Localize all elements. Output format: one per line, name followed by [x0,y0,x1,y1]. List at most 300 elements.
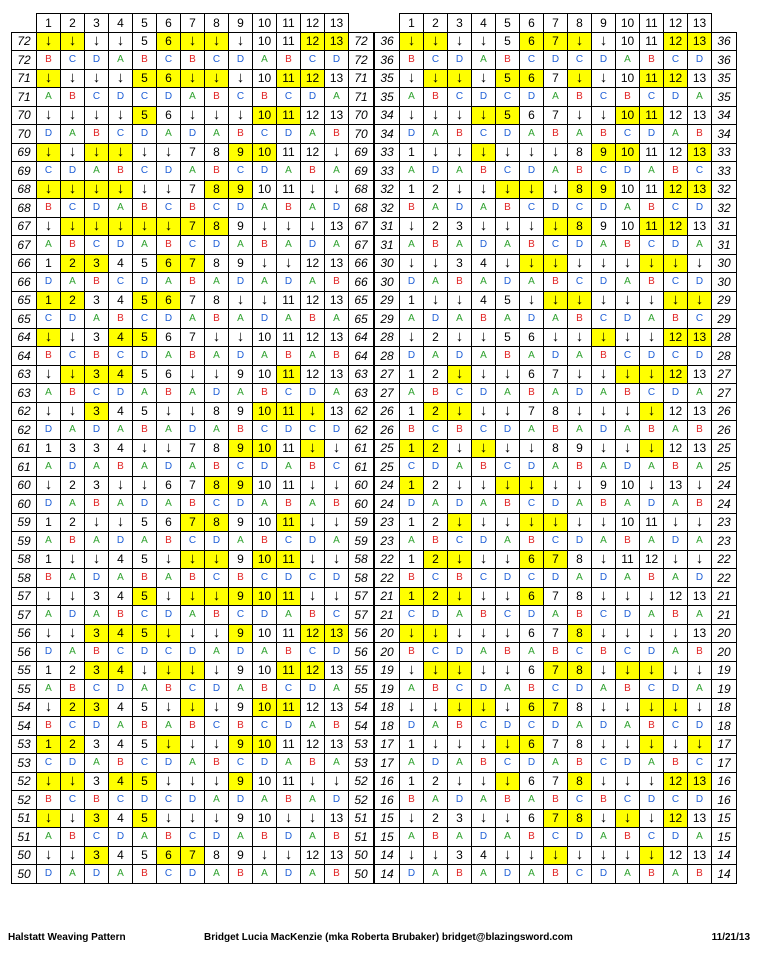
hole-letter-cell: D [400,865,424,884]
card-number-cell: 10 [253,402,277,421]
hole-letter-cell: D [664,680,688,699]
down-arrow-icon: ↓ [544,217,568,236]
card-number-cell: 6 [520,365,544,384]
hole-letter-cell: B [253,680,277,699]
card-number-cell: 10 [616,69,640,88]
down-arrow-icon: ↓ [448,698,472,717]
hole-letter-cell: C [544,532,568,551]
card-number-cell: 13 [325,846,349,865]
card-number-cell: 12 [664,32,688,51]
down-arrow-icon: ↓ [592,402,616,421]
down-arrow-icon: ↓ [400,106,424,125]
card-number-cell: 10 [616,143,640,162]
row-label-right: 72 [349,32,374,51]
column-header: 8 [205,14,229,33]
card-number-cell: 9 [592,476,616,495]
down-arrow-icon: ↓ [496,254,520,273]
row-label-left: 18 [375,717,400,736]
pattern-row [375,550,737,569]
hole-letter-cell: D [301,532,325,551]
hole-letter-cell: A [424,791,448,810]
pattern-row [375,791,737,810]
card-number-cell: 2 [61,513,85,532]
hole-letter-cell: B [424,236,448,255]
hole-letter-cell: C [85,236,109,255]
card-number-cell: 8 [205,254,229,273]
card-number-cell: 4 [109,402,133,421]
hole-letter-cell: C [61,717,85,736]
hole-letter-cell: B [496,199,520,218]
hole-letter-cell: A [664,495,688,514]
hole-letter-cell: D [61,458,85,477]
down-arrow-icon: ↓ [472,772,496,791]
row-label-right: 65 [349,291,374,310]
hole-letter-cell: A [301,717,325,736]
down-arrow-icon: ↓ [181,698,205,717]
down-arrow-icon: ↓ [616,772,640,791]
card-number-cell: 12 [664,328,688,347]
card-number-cell: 5 [133,624,157,643]
card-number-cell: 10 [616,217,640,236]
hole-letter-cell: A [253,495,277,514]
hole-letter-cell: C [400,458,424,477]
hole-letter-cell: B [181,569,205,588]
hole-letter-cell: C [109,791,133,810]
down-arrow-icon: ↓ [301,439,325,458]
down-arrow-icon: ↓ [496,180,520,199]
hole-letter-cell: B [277,347,301,366]
down-arrow-icon: ↓ [664,550,688,569]
hole-letter-cell: D [496,569,520,588]
row-label-right: 58 [349,550,374,569]
hole-letter-cell: B [568,606,592,625]
card-number-cell: 10 [253,365,277,384]
card-number-cell: 10 [616,476,640,495]
card-number-cell: 11 [277,143,301,162]
down-arrow-icon: ↓ [616,587,640,606]
hole-letter-cell: C [109,347,133,366]
card-number-cell: 11 [277,328,301,347]
down-arrow-icon: ↓ [157,180,181,199]
hole-letter-cell: A [544,88,568,107]
row-label-left: 59 [12,532,37,551]
pattern-row [375,569,737,588]
down-arrow-icon: ↓ [133,661,157,680]
hole-letter-cell: B [325,717,349,736]
hole-letter-cell: C [544,828,568,847]
row-label-left: 71 [12,69,37,88]
hole-letter-cell: C [424,421,448,440]
hole-letter-cell: C [424,643,448,662]
pattern-row [12,162,374,181]
hole-letter-cell: A [205,273,229,292]
hole-letter-cell: A [400,532,424,551]
down-arrow-icon: ↓ [640,402,664,421]
card-number-cell: 3 [448,846,472,865]
row-label-left: 62 [12,421,37,440]
card-number-cell: 3 [85,624,109,643]
hole-letter-cell: B [664,606,688,625]
row-label-right: 61 [349,439,374,458]
hole-letter-cell: A [85,310,109,329]
hole-letter-cell: A [688,384,712,403]
down-arrow-icon: ↓ [592,439,616,458]
card-number-cell: 4 [109,550,133,569]
pattern-row [375,328,737,347]
hole-letter-cell: D [133,125,157,144]
card-number-cell: 8 [568,143,592,162]
hole-letter-cell: D [109,532,133,551]
down-arrow-icon: ↓ [592,69,616,88]
card-number-cell: 9 [592,143,616,162]
hole-letter-cell: A [133,384,157,403]
hole-letter-cell: D [157,606,181,625]
card-number-cell: 10 [616,32,640,51]
column-header: 9 [229,14,253,33]
hole-letter-cell: B [592,125,616,144]
hole-letter-cell: B [109,458,133,477]
column-header: 1 [37,14,61,33]
card-number-cell: 11 [640,217,664,236]
hole-letter-cell: A [229,828,253,847]
down-arrow-icon: ↓ [253,846,277,865]
card-number-cell: 5 [133,846,157,865]
pattern-row [12,458,374,477]
down-arrow-icon: ↓ [181,624,205,643]
down-arrow-icon: ↓ [472,513,496,532]
down-arrow-icon: ↓ [616,846,640,865]
pattern-row [12,587,374,606]
down-arrow-icon: ↓ [472,550,496,569]
down-arrow-icon: ↓ [472,587,496,606]
row-label-left: 24 [375,495,400,514]
hole-letter-cell: C [301,421,325,440]
card-number-cell: 2 [424,587,448,606]
row-label-left: 21 [375,587,400,606]
hole-letter-cell: A [109,421,133,440]
hole-letter-cell: A [424,347,448,366]
down-arrow-icon: ↓ [181,402,205,421]
card-number-cell: 12 [301,254,325,273]
hole-letter-cell: C [568,51,592,70]
hole-letter-cell: A [157,421,181,440]
card-number-cell: 1 [400,735,424,754]
down-arrow-icon: ↓ [568,106,592,125]
pattern-row [12,754,374,773]
card-number-cell: 12 [301,661,325,680]
hole-letter-cell: A [253,273,277,292]
down-arrow-icon: ↓ [85,106,109,125]
card-number-cell: 12 [664,180,688,199]
down-arrow-icon: ↓ [592,32,616,51]
card-number-cell: 3 [85,846,109,865]
row-label-left: 57 [12,606,37,625]
hole-letter-cell: C [472,421,496,440]
row-label-left: 35 [375,69,400,88]
hole-letter-cell: B [205,754,229,773]
card-number-cell: 6 [157,513,181,532]
hole-letter-cell: A [325,680,349,699]
card-number-cell: 10 [253,69,277,88]
hole-letter-cell: A [496,532,520,551]
hole-letter-cell: A [229,532,253,551]
row-label-left: 33 [375,162,400,181]
hole-letter-cell: C [181,236,205,255]
card-number-cell: 8 [205,180,229,199]
hole-letter-cell: C [85,384,109,403]
pattern-row [375,754,737,773]
down-arrow-icon: ↓ [472,735,496,754]
hole-letter-cell: A [616,717,640,736]
card-number-cell: 5 [133,328,157,347]
down-arrow-icon: ↓ [592,735,616,754]
card-number-cell: 3 [85,772,109,791]
hole-letter-cell: B [544,643,568,662]
row-label-left: 19 [375,661,400,680]
down-arrow-icon: ↓ [664,624,688,643]
hole-letter-cell: D [664,532,688,551]
hole-letter-cell: A [688,236,712,255]
hole-letter-cell: A [616,273,640,292]
down-arrow-icon: ↓ [448,32,472,51]
hole-letter-cell: A [520,865,544,884]
down-arrow-icon: ↓ [61,587,85,606]
column-header: 6 [157,14,181,33]
pattern-row [375,458,737,477]
row-label-left: 64 [12,347,37,366]
hole-letter-cell: D [229,643,253,662]
hole-letter-cell: B [664,754,688,773]
header-corner [349,14,374,33]
down-arrow-icon: ↓ [181,32,205,51]
row-label-right: 62 [349,421,374,440]
card-number-cell: 6 [157,291,181,310]
down-arrow-icon: ↓ [400,698,424,717]
pattern-row [375,421,737,440]
down-arrow-icon: ↓ [568,254,592,273]
hole-letter-cell: D [229,791,253,810]
hole-letter-cell: C [616,125,640,144]
pattern-row [12,347,374,366]
row-label-left: 34 [375,125,400,144]
hole-letter-cell: D [109,88,133,107]
hole-letter-cell: A [181,754,205,773]
hole-letter-cell: A [229,310,253,329]
card-number-cell: 13 [688,69,712,88]
hole-letter-cell: B [616,532,640,551]
row-label-right: 20 [712,624,737,643]
pattern-grid-left [11,13,374,884]
hole-letter-cell: A [448,236,472,255]
hole-letter-cell: C [229,606,253,625]
row-label-left: 51 [12,809,37,828]
hole-letter-cell: C [472,717,496,736]
hole-letter-cell: D [472,828,496,847]
card-number-cell: 11 [277,291,301,310]
hole-letter-cell: B [664,310,688,329]
hole-letter-cell: B [37,199,61,218]
pattern-row [375,532,737,551]
down-arrow-icon: ↓ [568,846,592,865]
hole-letter-cell: A [157,273,181,292]
down-arrow-icon: ↓ [592,846,616,865]
card-number-cell: 3 [85,402,109,421]
hole-letter-cell: D [85,569,109,588]
card-number-cell: 11 [277,69,301,88]
card-number-cell: 9 [229,587,253,606]
column-header: 1 [400,14,424,33]
row-label-left: 22 [375,569,400,588]
card-number-cell: 13 [325,698,349,717]
hole-letter-cell: A [640,310,664,329]
hole-letter-cell: A [61,495,85,514]
row-label-right: 72 [349,51,374,70]
down-arrow-icon: ↓ [109,217,133,236]
hole-letter-cell: D [181,791,205,810]
hole-letter-cell: B [616,88,640,107]
hole-letter-cell: D [496,421,520,440]
row-label-right: 26 [712,421,737,440]
hole-letter-cell: D [472,384,496,403]
card-number-cell: 5 [133,809,157,828]
hole-letter-cell: C [496,458,520,477]
row-label-right: 31 [712,217,737,236]
row-label-right: 22 [712,569,737,588]
hole-letter-cell: B [592,347,616,366]
card-number-cell: 2 [424,550,448,569]
row-label-right: 65 [349,310,374,329]
card-number-cell: 2 [424,217,448,236]
card-number-cell: 4 [109,328,133,347]
row-label-left: 55 [12,680,37,699]
down-arrow-icon: ↓ [616,661,640,680]
down-arrow-icon: ↓ [37,180,61,199]
row-label-left: 15 [375,828,400,847]
card-number-cell: 13 [325,735,349,754]
hole-letter-cell: A [253,865,277,884]
row-label-right: 21 [712,587,737,606]
hole-letter-cell: A [325,162,349,181]
hole-letter-cell: A [568,717,592,736]
card-number-cell: 13 [688,365,712,384]
down-arrow-icon: ↓ [448,328,472,347]
down-arrow-icon: ↓ [472,180,496,199]
down-arrow-icon: ↓ [301,402,325,421]
hole-letter-cell: C [568,199,592,218]
hole-letter-cell: A [205,347,229,366]
pattern-row [375,624,737,643]
hole-letter-cell: B [109,162,133,181]
card-number-cell: 12 [664,809,688,828]
hole-letter-cell: D [424,458,448,477]
card-number-cell: 9 [568,439,592,458]
hole-letter-cell: A [448,606,472,625]
pattern-row [12,365,374,384]
hole-letter-cell: C [61,199,85,218]
card-number-cell: 3 [61,439,85,458]
hole-letter-cell: A [616,51,640,70]
hole-letter-cell: D [688,51,712,70]
hole-letter-cell: C [520,51,544,70]
card-number-cell: 10 [253,476,277,495]
card-number-cell: 1 [400,180,424,199]
down-arrow-icon: ↓ [592,513,616,532]
hole-letter-cell: B [109,310,133,329]
row-label-left: 14 [375,846,400,865]
hole-letter-cell: B [181,717,205,736]
hole-letter-cell: A [544,384,568,403]
hole-letter-cell: B [37,347,61,366]
down-arrow-icon: ↓ [61,624,85,643]
down-arrow-icon: ↓ [181,365,205,384]
down-arrow-icon: ↓ [616,439,640,458]
hole-letter-cell: D [133,643,157,662]
card-number-cell: 8 [568,180,592,199]
pattern-row [12,846,374,865]
down-arrow-icon: ↓ [61,772,85,791]
down-arrow-icon: ↓ [181,735,205,754]
card-number-cell: 13 [325,291,349,310]
down-arrow-icon: ↓ [568,402,592,421]
down-arrow-icon: ↓ [472,476,496,495]
card-number-cell: 8 [568,772,592,791]
down-arrow-icon: ↓ [37,809,61,828]
card-number-cell: 3 [85,661,109,680]
hole-letter-cell: A [424,125,448,144]
hole-letter-cell: D [424,754,448,773]
down-arrow-icon: ↓ [61,365,85,384]
hole-letter-cell: A [277,606,301,625]
card-number-cell: 13 [688,846,712,865]
hole-letter-cell: D [520,606,544,625]
hole-letter-cell: A [544,310,568,329]
down-arrow-icon: ↓ [496,513,520,532]
hole-letter-cell: A [688,458,712,477]
hole-letter-cell: B [133,569,157,588]
hole-letter-cell: B [472,606,496,625]
hole-letter-cell: A [664,643,688,662]
hole-letter-cell: D [640,347,664,366]
down-arrow-icon: ↓ [109,32,133,51]
hole-letter-cell: A [568,347,592,366]
card-number-cell: 1 [37,550,61,569]
hole-letter-cell: D [253,162,277,181]
down-arrow-icon: ↓ [688,735,712,754]
down-arrow-icon: ↓ [253,217,277,236]
hole-letter-cell: A [424,273,448,292]
down-arrow-icon: ↓ [229,69,253,88]
pattern-row [375,865,737,884]
down-arrow-icon: ↓ [640,365,664,384]
hole-letter-cell: D [688,347,712,366]
down-arrow-icon: ↓ [448,180,472,199]
hole-letter-cell: A [277,754,301,773]
pattern-row [12,310,374,329]
down-arrow-icon: ↓ [181,772,205,791]
hole-letter-cell: A [544,162,568,181]
card-number-cell: 13 [325,661,349,680]
hole-letter-cell: A [205,125,229,144]
hole-letter-cell: C [424,51,448,70]
card-number-cell: 12 [301,735,325,754]
hole-letter-cell: C [109,273,133,292]
hole-letter-cell: D [325,643,349,662]
hole-letter-cell: A [616,421,640,440]
hole-letter-cell: D [616,606,640,625]
hole-letter-cell: B [85,495,109,514]
row-label-right: 19 [712,661,737,680]
pattern-row [12,680,374,699]
